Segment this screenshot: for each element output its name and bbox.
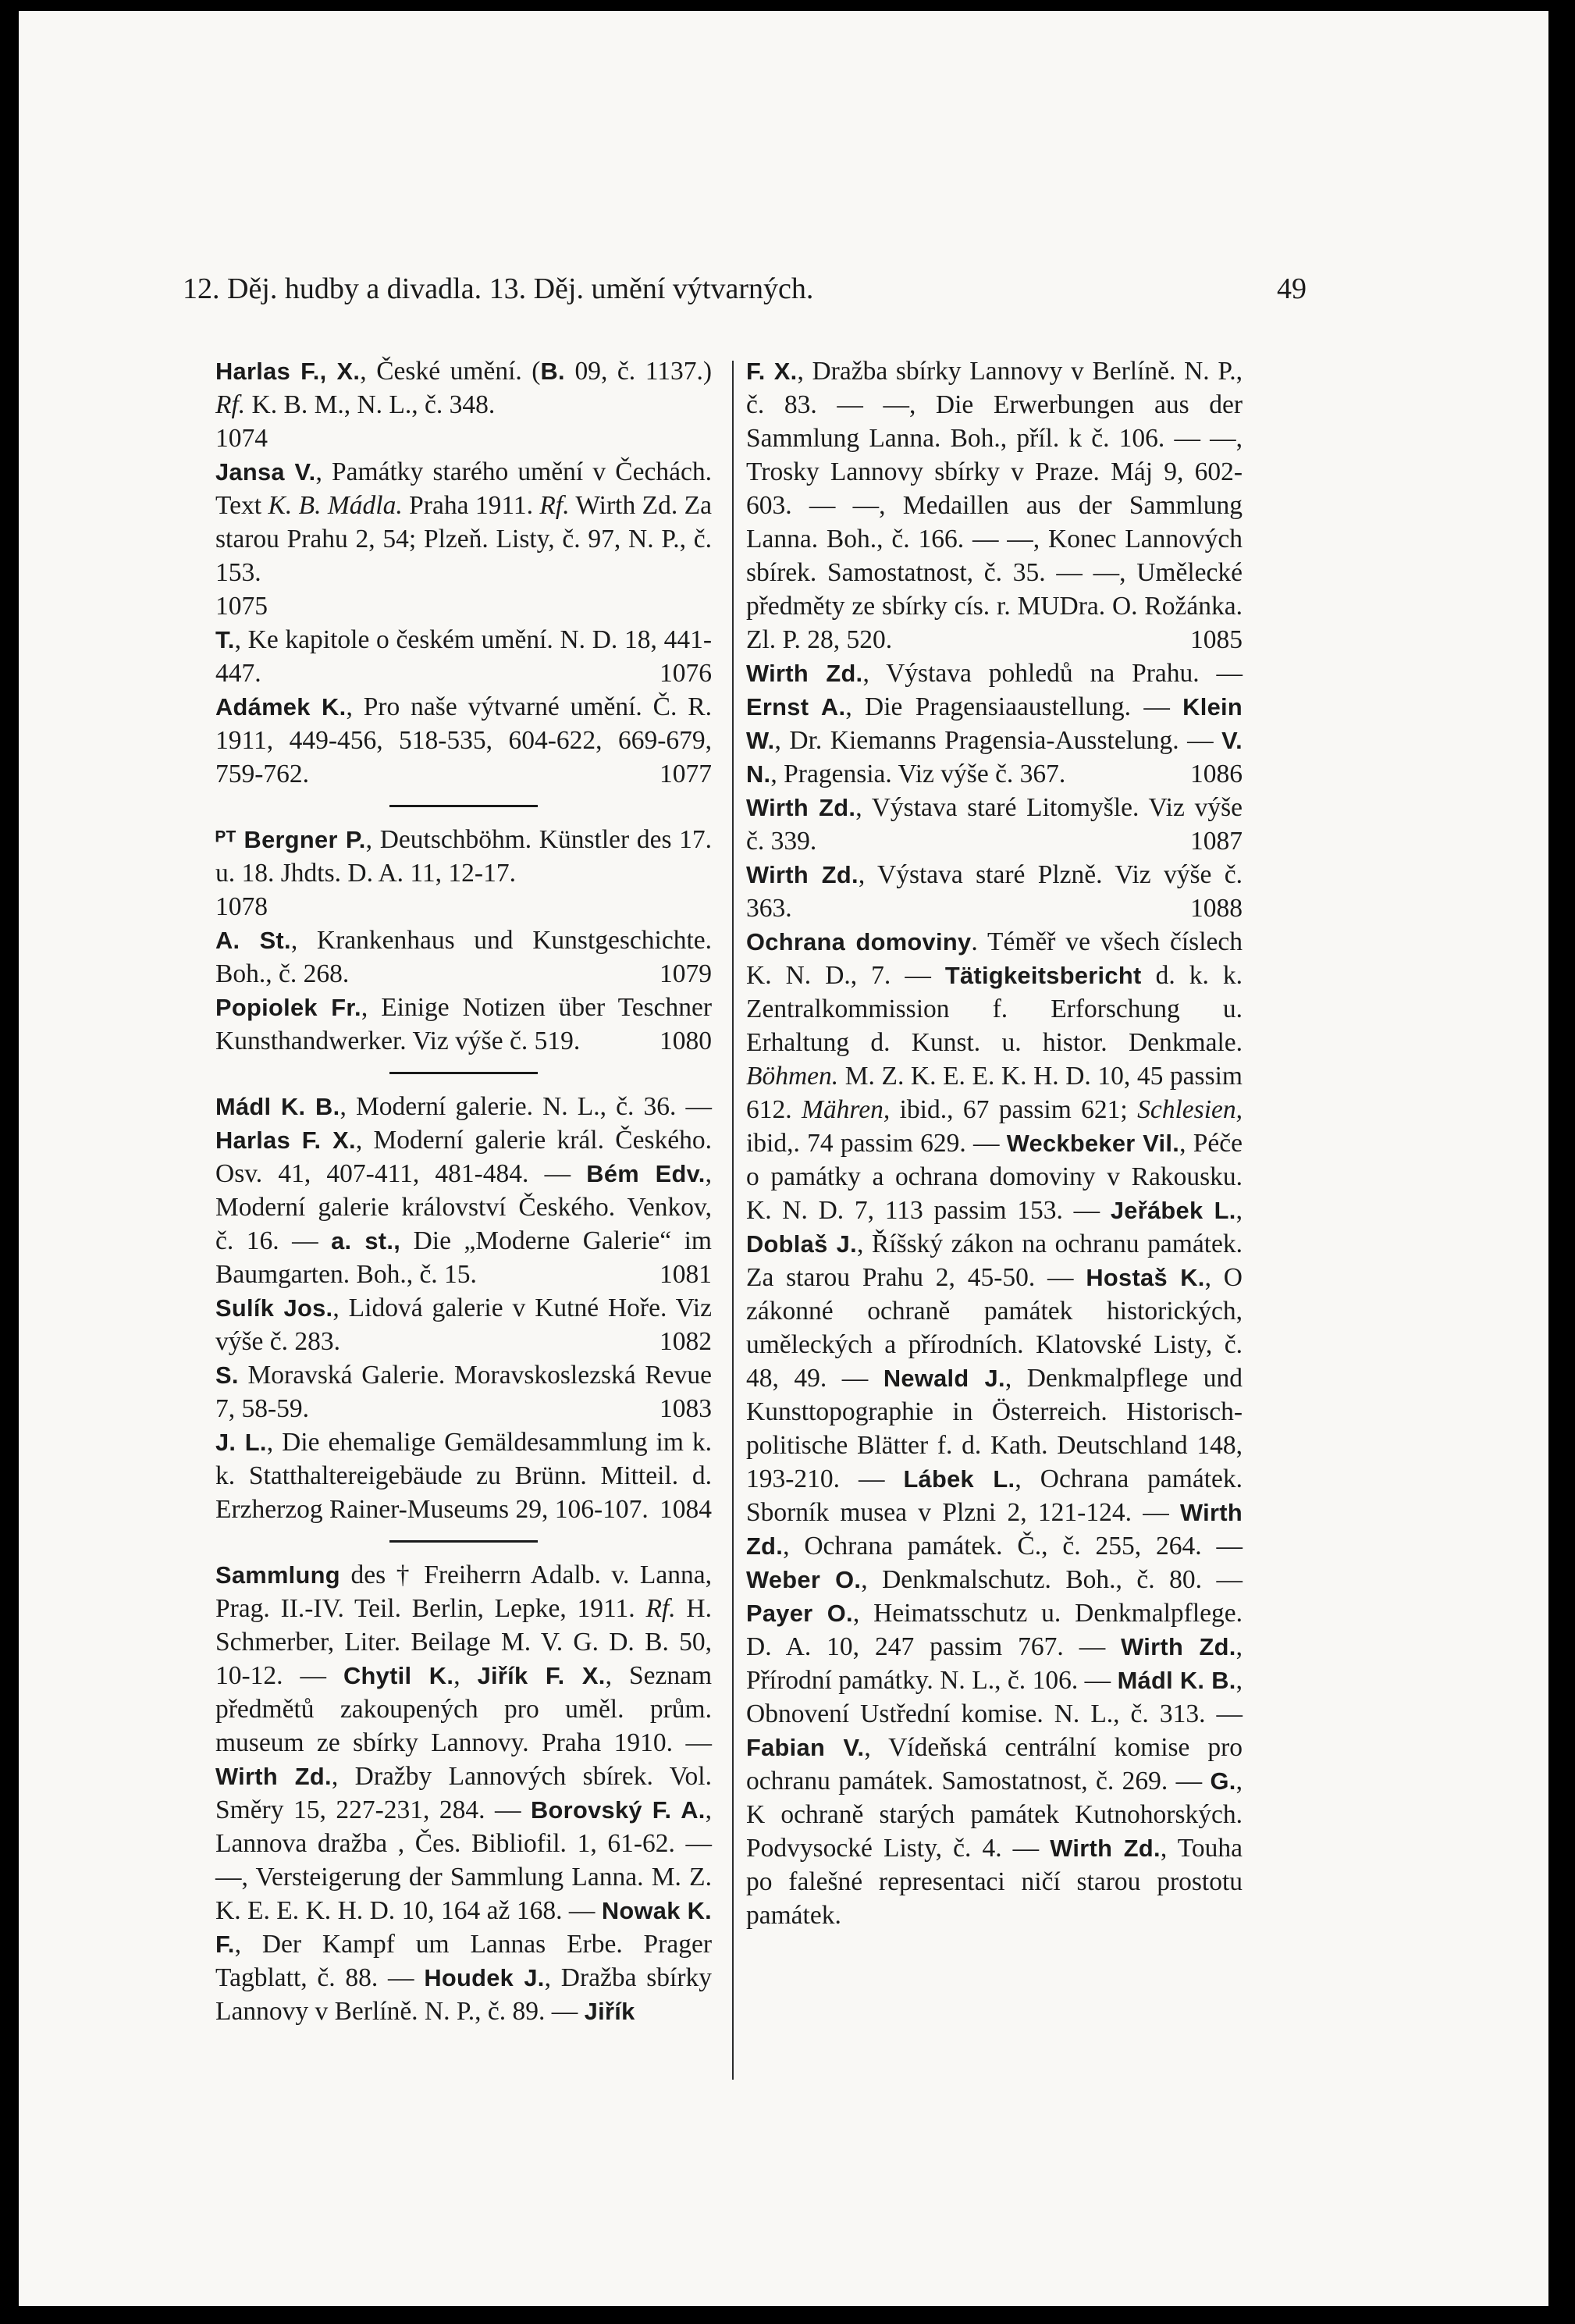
author: Newald J. [883, 1365, 1005, 1392]
entry-number: 1080 [660, 1027, 712, 1055]
entry-text: , O zákonné ochraně památek historických, uměleckých a přírodních. Klatovské Listy, č. 48, 49. — [746, 1263, 1243, 1393]
author: Wirth Zd. [1050, 1835, 1161, 1862]
entry-number: 1079 [660, 959, 712, 988]
entry-text: , Die Pragensiaaustellung. — [845, 692, 1183, 721]
entry-text: , Pragensia. Viz výše č. 367. [770, 760, 1066, 788]
entry-1076 [215, 623, 712, 690]
entry-text: , Dražba sbírky Lannovy v Berlíně. N. P., č. 83. — —, Die Erwerbungen aus der Sammlung Lanna. Boh., příl. k č. 106. — —, Trosky Lannovy sbírky v Praze. Máj 9, 602-603. — —, Medaillen aus der Sammlung Lanna. Boh., č. 166. — —, Konec Lannových sbírek. Samostatnost, č. 35. — —, Umělecké předměty ze sbírky cís. r. MUDra. O. Rožánka. Zl. P. 28, 520. [746, 357, 1243, 654]
entry-text: , Denkmalschutz. Boh., č. 80. — [861, 1565, 1243, 1594]
entry-1074 [215, 354, 712, 455]
entry-text: , Přírodní památky. N. L., č. 106. — [746, 1632, 1243, 1695]
entry-text: , Ochrana památek. Č., č. 255, 264. — [783, 1532, 1243, 1561]
entry-1085-continued [746, 354, 1243, 657]
entry-number: 1078 [215, 892, 268, 921]
entry-italic: Rf. [539, 491, 570, 520]
running-head-title: 12. Děj. hudby a divadla. 13. Děj. umění výtvarných. [183, 272, 814, 305]
entry-italic: Rf. [645, 1594, 676, 1623]
entry-text: , Výstava staré Plzně. Viz výše č. 363. [746, 860, 1243, 923]
entry-1083 [215, 1358, 712, 1425]
entry-number: 1087 [1190, 827, 1243, 856]
page-number: 49 [1277, 272, 1307, 305]
author: Weckbeker Vil. [1006, 1130, 1180, 1157]
author: Wirth Zd. [746, 1499, 1243, 1560]
entry-text: , Seznam předmětů zakoupených pro uměl. prům. museum ze sbírky Lannovy. Praha 1910. — [215, 1661, 713, 1757]
entry-text: Die „Moderne Galerie“ im Baumgarten. Boh., č. 15. [215, 1226, 712, 1289]
author: V. N. [746, 727, 1243, 788]
author: a. st., [331, 1227, 401, 1255]
entry-text: , Památky starého umění v Čechách. Text [215, 457, 712, 520]
entry-text: , Moderní galerie král. Českého. Osv. 41, 407-411, 481-484. — [215, 1126, 713, 1188]
entry-number: 1088 [1190, 894, 1243, 923]
author: Bergner P. [244, 826, 366, 853]
entry-text: . Téměř ve všech číslech K. N. D., 7. — [746, 927, 1243, 990]
author: Payer O. [746, 1600, 853, 1627]
entry-text: , Pro naše výtvarné umění. Č. R. 1911, 449-456, 518-535, 604-622, 669-679, 759-762. [215, 692, 712, 788]
author: S. [215, 1361, 239, 1389]
entry-text: H. Schmerber, Liter. Beilage M. V. G. D. B. 50, 10-12. — [215, 1594, 712, 1690]
entry-text: des † Freiherrn Adalb. v. Lanna, Prag. II.-IV. Teil. Berlin, Lepke, 1911. [215, 1561, 712, 1623]
entry-italic: Mähren, [802, 1095, 891, 1124]
author: Popiolek Fr. [215, 994, 361, 1021]
author: Nowak K. F. [215, 1897, 713, 1958]
entry-text: , Péče o památky a ochrana domoviny v Rakousku. K. N. D. 7, 113 passim 153. — [746, 1129, 1243, 1225]
entry-text: , Moderní galerie království Českého. Venkov, č. 16. — [215, 1159, 713, 1255]
entry-text: K. B. M., N. L., č. 348. [245, 390, 496, 419]
author: Wirth Zd. [746, 794, 856, 821]
entry-italic: Rf. [215, 390, 246, 419]
entry-text: , Heimatsschutz u. Denkmalpflege. D. A. 10, 247 passim 767. — [746, 1599, 1243, 1661]
entry-text: , Krankenhaus und Kunstgeschichte. Boh., č. 268. [215, 926, 713, 988]
author: Wirth Zd. [215, 1763, 332, 1790]
entry-text: , Říšský zákon na ochranu památek. Za starou Prahu 2, 45-50. — [746, 1230, 1243, 1292]
author: Jiřík F. X. [477, 1662, 606, 1689]
entry-1085-start [215, 1558, 712, 2028]
entry-text: Moravská Galerie. Moravskoslezská Revue 7, 58-59. [215, 1361, 712, 1423]
entry-number: 1081 [660, 1260, 712, 1289]
author: Fabian V. [746, 1734, 865, 1761]
author: Ochrana domoviny [746, 928, 972, 956]
margin-mark: ᴾᵀ [215, 826, 236, 853]
entry-text: , Die ehemalige Gemäldesammlung im k. k. Statthaltereigebäude zu Brünn. Mitteil. d. Erzherzog Rainer-Museums 29, 106-107. [215, 1428, 713, 1524]
entry-number: 1083 [660, 1394, 712, 1423]
entry-number: 1082 [660, 1327, 712, 1356]
entry-text: , Der Kampf um Lannas Erbe. Prager Tagblatt, č. 88. — [215, 1930, 712, 1992]
author: Lábek L. [903, 1465, 1015, 1493]
author: Klein W. [746, 693, 1243, 754]
entry-text: , Deutschböhm. Künstler des 17. u. 18. Jhdts. D. A. 11, 12-17. [215, 825, 713, 888]
entry-text: , Vídeňská centrální komise pro ochranu památek. Samostatnost, č. 269. — [746, 1733, 1243, 1795]
entry-number: 1084 [660, 1495, 712, 1524]
entry-text: , K ochraně starých památek Kutnohorských. Podvysocké Listy, č. 4. — [746, 1767, 1243, 1863]
entry-text: , Výstava pohledů na Prahu. — [862, 659, 1243, 688]
author: Jansa V. [215, 458, 316, 486]
entry-text: , Lidová galerie v Kutné Hoře. Viz výše č. 283. [215, 1294, 712, 1356]
entry-text: d. k. k. Zentralkommission f. Erforschung u. Erhaltung d. Kunst. u. histor. Denkmale. [746, 961, 1243, 1057]
entry-text: , Einige Notizen über Teschner Kunsthandwerker. Viz výše č. 519. [215, 993, 712, 1055]
author: Jeřábek L. [1110, 1197, 1236, 1224]
author: Borovský F. A. [530, 1796, 706, 1824]
right-column [746, 354, 1243, 1932]
author: Chytil K. [343, 1662, 454, 1689]
entry-text: Wirth Zd. Za starou Prahu 2, 54; Plzeň. Listy, č. 97, N. P., č. 153. [215, 491, 712, 587]
author: Houdek J. [424, 1964, 545, 1991]
author: Mádl K. B. [215, 1093, 340, 1120]
entry-text: , Lannova dražba , Čes. Bibliofil. 1, 61-62. — —, Versteigerung der Sammlung Lanna. M. Z. K. E. E. K. H. D. 10, 164 až 168. — [215, 1795, 712, 1925]
entry-1088 [746, 858, 1243, 925]
entry-italic: Böhmen. [746, 1062, 839, 1091]
entry-number: 1074 [215, 424, 268, 453]
author: Ernst A. [746, 693, 846, 721]
author: Sammlung [215, 1561, 340, 1589]
entry-text: ibid,. 74 passim 629. — [746, 1129, 1007, 1158]
entry-italic: K. B. Mádla. [268, 491, 403, 520]
entry-text: , Ochrana památek. Sborník musea v Plzni 2, 121-124. — [746, 1465, 1243, 1527]
author: F. X. [746, 358, 798, 385]
entry-text: , Touha po falešné representaci ničí starou prostotu památek. [746, 1834, 1243, 1930]
entry-text: , Moderní galerie. N. L., č. 36. — [340, 1092, 712, 1121]
author: Tätigkeitsbericht [944, 962, 1142, 989]
entry-1087 [746, 791, 1243, 858]
author: Harlas F. X. [215, 1126, 356, 1154]
author: Bém Edv. [586, 1160, 706, 1187]
entry-italic: Schlesien, [1137, 1095, 1243, 1124]
section-rule [389, 1072, 538, 1074]
author: Sulík Jos. [215, 1294, 333, 1322]
entry-number: 1077 [660, 760, 712, 788]
section-rule [389, 1540, 538, 1543]
entry-text: Praha 1911. [402, 491, 540, 520]
entry-1089 [746, 925, 1243, 1932]
column-divider [732, 361, 734, 2080]
author: Wirth Zd. [746, 660, 863, 687]
entry-1077 [215, 690, 712, 791]
author: Wirth Zd. [746, 861, 859, 888]
entry-number: 1085 [1190, 625, 1243, 654]
entry-text: 09, č. 1137.) [564, 357, 712, 386]
entry-1081 [215, 1090, 712, 1291]
entry-text: , České umění. ( [360, 357, 541, 386]
entry-text: , [1235, 1196, 1243, 1225]
entry-text: , Ke kapitole o českém umění. N. D. 18, 441-447. [215, 625, 712, 688]
left-column [215, 354, 712, 2028]
entry-text: , Denkmalpflege und Kunsttopographie in Österreich. Historisch-politische Blätter f. d. Kath. Deutschland 148, 193-210. — [746, 1364, 1243, 1493]
author: G. [1210, 1767, 1236, 1795]
author: Adámek K. [215, 693, 347, 721]
entry-1080 [215, 991, 712, 1058]
entry-1078 [215, 823, 712, 924]
entry-1079 [215, 924, 712, 991]
entry-1086 [746, 657, 1243, 791]
author: Weber O. [746, 1566, 862, 1593]
author: Hostaš K. [1086, 1264, 1205, 1291]
book-page [19, 11, 1548, 2306]
entry-1075 [215, 455, 712, 623]
entry-text: , Výstava staré Litomyšle. Viz výše č. 339. [746, 793, 1243, 856]
author: A. St. [215, 927, 291, 954]
entry-text: ibid., 67 passim 621; [890, 1095, 1138, 1124]
entry-1082 [215, 1291, 712, 1358]
entry-text: , [453, 1661, 478, 1690]
entry-text: , Dražba sbírky Lannovy v Berlíně. N. P., č. 89. — [215, 1963, 712, 2026]
author: Mádl K. B. [1117, 1667, 1236, 1694]
author: Wirth Zd. [1121, 1633, 1236, 1660]
section-rule [389, 805, 538, 807]
entry-number: 1075 [215, 592, 268, 621]
author: Jiřík [584, 1998, 635, 2025]
entry-text: , Dr. Kiemanns Pragensia-Ausstelung. — [774, 726, 1222, 755]
author: B. [540, 358, 565, 385]
entry-1084 [215, 1425, 712, 1526]
entry-text: M. Z. K. E. E. K. H. D. 10, 45 passim 612. [746, 1062, 1243, 1124]
author: Harlas F., X. [215, 358, 361, 385]
entry-text: , Dražby Lannových sbírek. Vol. Směry 15, 227-231, 284. — [215, 1762, 712, 1824]
author: T. [215, 626, 235, 653]
entry-text: , Obnovení Ustřední komise. N. L., č. 313. — [746, 1666, 1243, 1728]
entry-number: 1076 [660, 659, 712, 688]
author: Doblaš J. [746, 1230, 857, 1258]
author: J. L. [215, 1429, 267, 1456]
entry-number: 1086 [1190, 760, 1243, 788]
